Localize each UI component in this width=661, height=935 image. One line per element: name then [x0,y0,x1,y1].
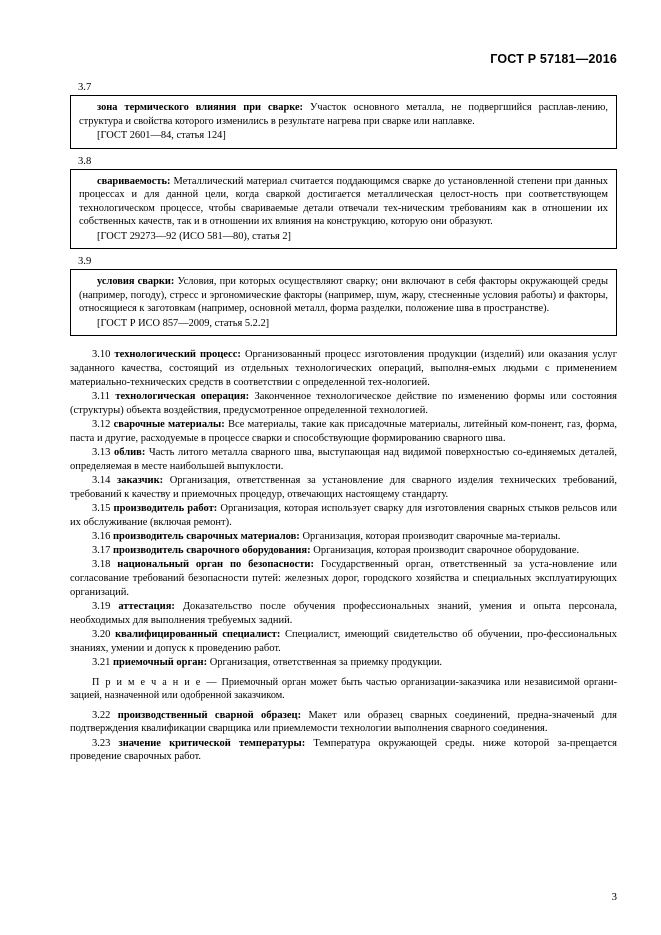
note-body: Приемочный орган может быть частью организации-заказчика или независимой органи-зацией, назначенной или одобренной заказчиком. [70,676,617,702]
term-3-23: значение критической температуры: [118,737,306,749]
term-3-15: производитель работ: [113,502,218,514]
term-3-13: облив: [113,446,146,458]
term-3-20: квалифицированный специалист: [115,629,281,641]
clause-body-3-19: Доказательство после обучения профессиональных знаний, умения и опыта персонала, необходимых для выполнения требуемых задний. [70,601,617,626]
clause-number-3-12: 3.12 [92,418,111,430]
note-paragraph [70,676,617,703]
clause-paragraph-3-23 [70,737,617,765]
clause-paragraph-3-21 [70,656,617,670]
definition-ref-3-8: [ГОСТ 29273—92 (ИСО 581—80), статья 2] [97,230,292,242]
clause-paragraph-3-19 [70,600,617,628]
term-3-14: заказчик: [116,474,164,486]
page-number: 3 [611,891,617,903]
definition-ref-3-9: [ГОСТ Р ИСО 857—2009, статья 5.2.2] [97,317,270,329]
clause-body-3-11: Законченное технологическое действие по изменению формы или состояния (структуры) объекта воздействия, предусмотренное определенной технологией. [70,390,617,416]
term-3-11: технологическая операция: [115,390,250,402]
clause-paragraph-3-17 [70,544,617,558]
clause-number-3-16: 3.16 [92,530,111,542]
clause-body-3-23: Температура окружающей среды. ниже которой за-прещается проведение сварочных работ. [70,737,617,763]
clause-number-3-7: 3.7 [78,82,92,93]
term-3-18: национальный орган по безопасности: [117,559,314,571]
term-3-10: технологический процесс: [114,349,241,361]
clause-paragraph-3-14 [70,474,617,502]
clause-paragraph-3-22 [70,709,617,737]
clause-number-3-18: 3.18 [92,559,111,571]
clause-paragraph-3-12 [70,418,617,446]
clause-number-3-19: 3.19 [92,601,111,613]
clause-number-3-20: 3.20 [92,629,111,641]
clause-body-3-10: Организованный процесс изготовления продукции (изделий) или оказания услуг заданного качества, состоящий из отдельных технологических операций, выполня-емых людьми с применением материально-технических средств в соответствии с определенной тех-нологией. [70,349,618,388]
clause-body-3-17: Организация, которая производит сварочное оборудование. [310,545,580,557]
clause-body-3-13: Часть литого металла сварного шва, выступающая над видимой поверхностью со-единяемых деталей, определяемая в месте наибольшей выпуклости. [70,446,618,472]
clause-paragraph-3-13 [70,446,617,474]
term-3-9: условия сварки: [97,276,175,288]
clause-body-3-22: Макет или образец сварных соединений, предна-значеный для подтверждения квалификации сварщика или приемлемости технологии выполнения сварного соединения. [70,709,617,735]
definition-box-3-8 [70,169,617,250]
clause-paragraph-3-11 [70,390,617,418]
note-label: П р и м е ч а н и е — [92,676,218,688]
clause-number-3-13: 3.13 [92,446,111,458]
definition-text-3-9 [79,275,608,316]
clause-number-3-9: 3.9 [78,256,92,268]
page-header: ГОСТ Р 57181—2016 [490,52,617,66]
clause-paragraph-3-18 [70,558,617,599]
term-3-21: приемочный орган: [113,657,208,669]
clause-number-3-14: 3.14 [92,474,111,486]
clause-body-3-21: Организация, ответственная за приемку продукции. [207,657,443,669]
clause-body-3-18: Государственный орган, ответственный за уста-новление или согласование требований безопасности путей: железных дорог, городского хозяйства и специальных эксплуатирующих организаций. [70,559,618,598]
clause-number-3-22: 3.22 [92,709,111,721]
definition-body-3-7: Участок основного металла, не подвергшийся расплав-лению, структура и свойства которого изменились в результате нагрева при сварке или наплавке. [79,102,609,127]
term-3-22: производственный сварной образец: [117,709,302,721]
clause-number-3-15: 3.15 [92,502,111,514]
clause-number-3-21: 3.21 [92,657,111,669]
definition-text-3-8 [79,175,608,229]
clause-body-3-20: Специалист, имеющий свидетельство об обучении, про-фессиональных знаниях, умении и допуск к проведению работ. [70,629,617,654]
definition-text-3-7 [79,101,608,128]
clause-body-3-15: Организация, которая использует сварку для изготовления сварных стыков рельсов или их обслуживание (включая ремонт). [70,502,617,528]
clause-body-3-14: Организация, ответственная за установление для сварного изделия технических требований, требований к качеству и приемочных процедур, отвечающих настоящему стандарту. [70,474,618,500]
term-3-17: производитель сварочного оборудования: [113,545,311,557]
clause-body-3-16: Организация, которая производит сварочные ма-териалы. [299,530,561,542]
definition-box-3-9 [70,269,617,336]
term-3-16: производитель сварочных материалов: [113,530,300,542]
definition-ref-3-7: [ГОСТ 2601—84, статья 124] [97,130,226,142]
clause-paragraph-3-15 [70,502,617,530]
clause-body-3-12: Все материалы, такие как присадочные материалы, литейный ком-понент, газ, форма, паста и другие, расходуемые в процессе сварки и способствующие формированию сварного шва. [70,418,617,444]
definition-box-3-7 [70,95,617,149]
term-3-19: аттестация: [118,601,175,613]
clause-number-3-10: 3.10 [92,349,111,361]
definition-body-3-8: Металлический материал считается поддающимся сварке до установленной степени при данных процессах и для данной цели, когда сваркой достигается металлическая целост-ность при соответствующем технологическом процессе, чтобы свариваемые детали отвечали тех-ническим требованиям как в отношении их собственных качеств, так и в отношении их влияния на конструкцию, которую они образуют. [79,175,608,228]
clause-number-3-17: 3.17 [92,545,111,557]
term-3-12: сварочные материалы: [113,418,225,430]
clause-paragraph-3-10 [70,348,617,389]
term-3-8: свариваемость: [97,175,171,187]
clause-paragraph-3-20 [70,628,617,656]
clause-number-3-23: 3.23 [92,737,111,749]
clause-paragraph-3-16 [70,530,617,544]
clause-number-3-11: 3.11 [92,390,110,402]
clause-number-3-8: 3.8 [78,155,92,167]
definition-body-3-9: Условия, при которых осуществляют сварку; они включают в себя факторы окружающей среды (например, погоду), стресс и эргономические факторы (например, шум, жару, стесненные условия работы) и факторы, относящиеся к заготовкам (например, основной металл, форма разделки, положение шва в пространстве). [79,276,608,315]
term-3-7: зона термического влияния при сварке: [97,102,304,113]
